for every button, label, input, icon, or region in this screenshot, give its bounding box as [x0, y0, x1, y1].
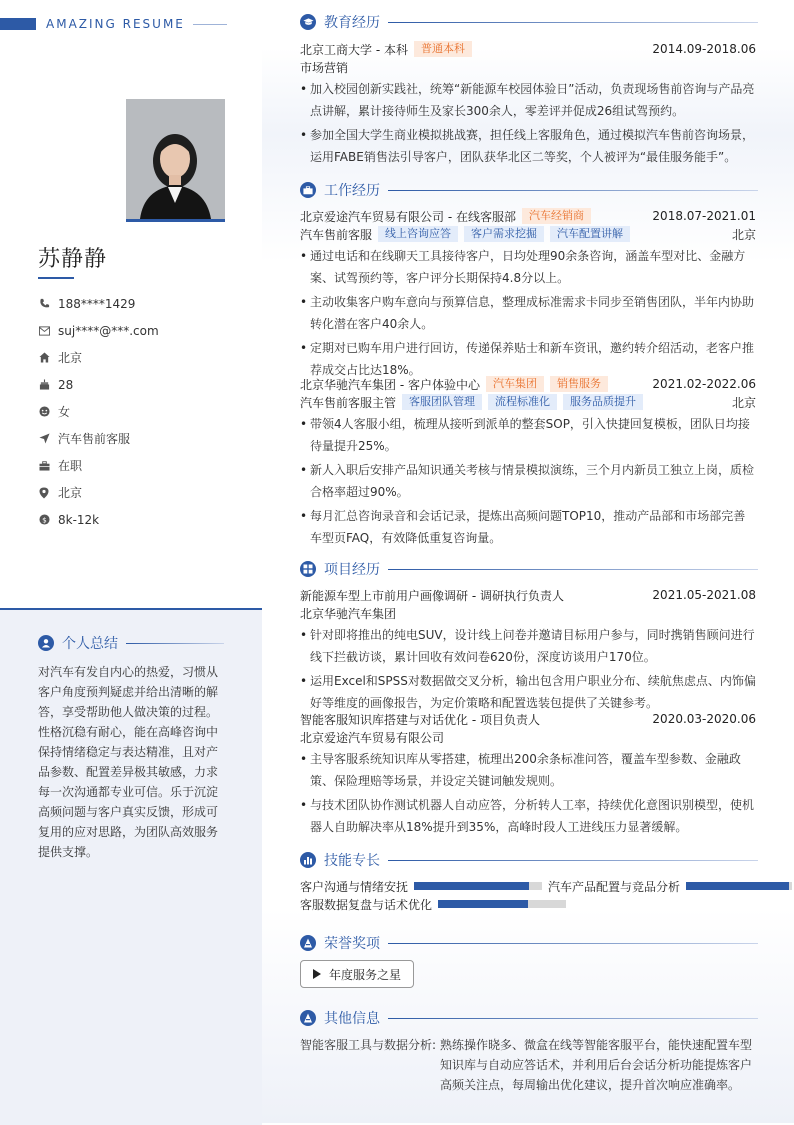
play-triangle-icon [313, 969, 321, 979]
skill-bar-fill [414, 882, 529, 890]
skill-name: 客户沟通与情绪安抚 [300, 879, 409, 894]
bar-chart-icon [300, 852, 316, 868]
job-skill-tag: 线上咨询应答 [378, 226, 458, 242]
profile-info-list [38, 290, 159, 533]
svg-text:$: $ [41, 515, 47, 525]
education-school: 北京工商大学 - 本科 [300, 42, 408, 57]
info-email-text: suj****@***.com [58, 323, 159, 338]
info-email [38, 317, 159, 344]
job-bullets [300, 413, 756, 549]
brand-line [193, 24, 227, 25]
list-item: • 带领4人客服小组，梳理从接听到派单的整套SOP，引入快捷回复模板，团队日均接待量提升25%。 [300, 413, 756, 457]
info-status-text: 在职 [58, 459, 83, 473]
skill-item [548, 877, 792, 895]
skill-bar [686, 882, 792, 890]
honors-title-line [388, 943, 758, 944]
list-item: • 加入校园创新实践社，统筹“新能源车校园体验日”活动，负责现场售前咨询与产品亮点讲解，累计接待师生及家长300余人，零差评并促成26组试驾预约。 [300, 78, 756, 122]
education-title-line [388, 22, 758, 23]
award-icon [300, 935, 316, 951]
other-info [300, 1035, 756, 1095]
list-item: • 主导客服系统知识库从零搭建，梳理出200余条标准问答，覆盖车型参数、金融政策、保险理赔等场景，并设定关键词触发规则。 [300, 748, 756, 792]
project-org-row [300, 604, 756, 622]
info-home [38, 344, 159, 371]
gender-icon [38, 406, 50, 418]
project-2 [300, 710, 756, 840]
projects-title: 项目经历 [324, 562, 380, 578]
location-icon [38, 487, 50, 499]
project-date: 2021.05-2021.08 [652, 588, 756, 602]
other-section-title [300, 1008, 758, 1028]
info-icon [300, 1010, 316, 1026]
job-company: 北京爱途汽车贸易有限公司 - 在线客服部 [300, 209, 516, 224]
skill-bar-fill [686, 882, 789, 890]
project-bullets [300, 624, 756, 714]
work-title-line [388, 190, 758, 191]
skill-item [300, 877, 542, 895]
honors-section-title [300, 933, 758, 953]
summary-text: 对汽车有发自内心的热爱，习惯从客户角度预判疑虑并给出清晰的解答，享受帮助他人做决策的过程。性格沉稳有耐心，能在高峰咨询中保持情绪稳定与表达精准，且对产品参数、配置差异极其敏感，力求每一次沟通都专业可信。乐于沉淀高频问题与客户真实反馈，形成可复用的应对思路，为团队高效服务提供支撑。 [38, 665, 219, 859]
profile-name: 苏静静 [38, 247, 108, 272]
info-status [38, 452, 159, 479]
project-org: 北京爱途汽车贸易有限公司 [300, 730, 445, 745]
job-header-row [300, 207, 756, 225]
list-item: • 主动收集客户购车意向与预算信息，整理成标准需求卡同步至销售团队，半年内协助转化潜在客户40余人。 [300, 291, 756, 335]
other-title: 其他信息 [324, 1011, 380, 1027]
info-age-text: 28 [58, 377, 74, 392]
info-salary [38, 506, 159, 533]
skills-section-title [300, 850, 758, 870]
education-header-row [300, 40, 756, 58]
skills-title-line [388, 860, 758, 861]
job-role: 汽车售前客服主管 [300, 395, 397, 410]
list-item: • 参加全国大学生商业模拟挑战赛，担任线上客服角色，通过模拟汽车售前咨询场景，运用FABE销售法引导客户，团队获华北区二等奖，个人被评为“最佳服务能手”。 [300, 124, 756, 168]
list-item: • 每月汇总咨询录音和会话记录，提炼出高频问题TOP10，推动产品部和市场部完善车型页FAQ，有效降低重复咨询量。 [300, 505, 756, 549]
education-block [300, 40, 756, 170]
job-skill-tag: 汽车配置讲解 [550, 226, 630, 242]
job-city: 北京 [731, 395, 756, 410]
work-job-2 [300, 375, 756, 551]
send-icon [38, 433, 50, 445]
job-role-row [300, 225, 756, 243]
skill-bar [438, 900, 566, 908]
work-title: 工作经历 [324, 183, 380, 199]
info-location [38, 479, 159, 506]
education-major-row [300, 58, 756, 76]
work-icon [300, 182, 316, 198]
education-title: 教育经历 [324, 15, 380, 31]
education-section-title [300, 12, 758, 32]
phone-icon [38, 298, 50, 310]
project-name: 智能客服知识库搭建与对话优化 - 项目负责人 [300, 712, 540, 727]
info-age [38, 371, 159, 398]
project-header-row [300, 586, 756, 604]
job-header-row [300, 375, 756, 393]
skill-item [300, 895, 566, 913]
name-underline [38, 277, 74, 279]
info-phone-text: 188****1429 [58, 296, 136, 311]
honor-name: 年度服务之星 [329, 967, 402, 982]
project-name: 新能源车型上市前用户画像调研 - 调研执行负责人 [300, 588, 564, 603]
other-text: 熟练操作晓多、微盒在线等智能客服平台，能快速配置车型知识库与自动应答话术，并利用后台会话分析功能提炼客户高频关注点，每周输出优化建议，提升首次响应准确率。 [440, 1038, 753, 1092]
projects-section-title [300, 559, 758, 579]
project-header-row [300, 710, 756, 728]
work-section-title [300, 180, 758, 200]
education-major: 市场营销 [300, 60, 349, 75]
user-icon [38, 635, 54, 651]
brand-header [0, 16, 227, 32]
info-salary-text: 8k-12k [58, 512, 100, 527]
job-company: 北京华驰汽车集团 - 客户体验中心 [300, 377, 480, 392]
other-title-line [388, 1018, 758, 1019]
skill-name: 客服数据复盘与话术优化 [300, 897, 433, 912]
grid-icon [300, 561, 316, 577]
job-bullets [300, 245, 756, 381]
job-date: 2021.02-2022.06 [652, 377, 756, 391]
project-1 [300, 586, 756, 716]
job-tag: 销售服务 [550, 376, 608, 392]
honor-badge [300, 960, 414, 988]
skills-title: 技能专长 [324, 853, 380, 869]
project-bullets [300, 748, 756, 838]
brand-title: AMAZING RESUME [46, 17, 185, 31]
brand-bar [0, 18, 36, 30]
job-skill-tag: 客户需求挖掘 [464, 226, 544, 242]
project-date: 2020.03-2020.06 [652, 712, 756, 726]
briefcase-icon [38, 460, 50, 472]
skill-name: 汽车产品配置与竞品分析 [548, 879, 681, 894]
summary-title-line [126, 643, 224, 644]
profile-photo [126, 99, 225, 222]
graduation-cap-icon [300, 14, 316, 30]
list-item: • 通过电话和在线聊天工具接待客户，日均处理90余条咨询，涵盖车型对比、金融方案、试驾预约等，客户评分长期保持4.8分以上。 [300, 245, 756, 289]
job-skill-tag: 服务品质提升 [563, 394, 643, 410]
summary-title: 个人总结 [62, 636, 118, 652]
salary-icon [38, 514, 50, 526]
job-tag: 汽车集团 [486, 376, 544, 392]
info-phone [38, 290, 159, 317]
other-label: 智能客服工具与数据分析: [300, 1038, 437, 1052]
job-city: 北京 [731, 227, 756, 242]
project-org: 北京华驰汽车集团 [300, 606, 397, 621]
summary-section-title [38, 633, 224, 653]
job-tag: 汽车经销商 [522, 208, 591, 224]
education-date: 2014.09-2018.06 [652, 42, 756, 56]
job-skill-tag: 客服团队管理 [402, 394, 482, 410]
job-role: 汽车售前客服 [300, 227, 373, 242]
honors-title: 荣誉奖项 [324, 936, 380, 952]
list-item: • 与技术团队协作测试机器人自动应答，分析转人工率，持续优化意图识别模型，使机器人自助解决率从18%提升到35%，高峰时段人工进线压力显著缓解。 [300, 794, 756, 838]
info-gender [38, 398, 159, 425]
project-org-row [300, 728, 756, 746]
list-item: • 新人入职后安排产品知识通关考核与情景模拟演练，三个月内新员工独立上岗，质检合格率超过90%。 [300, 459, 756, 503]
list-item: • 定期对已购车用户进行回访，传递保养贴士和新车资讯，邀约转介绍活动，老客户推荐成交占比达18%。 [300, 337, 756, 381]
projects-title-line [388, 569, 758, 570]
work-job-1 [300, 207, 756, 383]
mail-icon [38, 325, 50, 337]
list-item: • 针对即将推出的纯电SUV，设计线上问卷并邀请目标用户参与，同时携销售顾问进行线下拦截访谈，累计回收有效问卷620份，深度访谈用户170位。 [300, 624, 756, 668]
education-tag: 普通本科 [414, 41, 472, 57]
list-item: • 运用Excel和SPSS对数据做交叉分析，输出包含用户职业分布、续航焦虑点、内饰偏好等维度的画像报告，为定价策略和配置选装包提供了关键参考。 [300, 670, 756, 714]
skill-bar [414, 882, 542, 890]
info-location-text: 北京 [58, 486, 83, 500]
info-position [38, 425, 159, 452]
info-home-text: 北京 [58, 351, 83, 365]
job-skill-tag: 流程标准化 [488, 394, 557, 410]
education-bullets [300, 78, 756, 168]
cake-icon [38, 379, 50, 391]
job-role-row [300, 393, 756, 411]
skill-bar-fill [438, 900, 528, 908]
home-icon [38, 352, 50, 364]
info-position-text: 汽车售前客服 [58, 432, 131, 446]
job-date: 2018.07-2021.01 [652, 209, 756, 223]
info-gender-text: 女 [58, 405, 71, 419]
